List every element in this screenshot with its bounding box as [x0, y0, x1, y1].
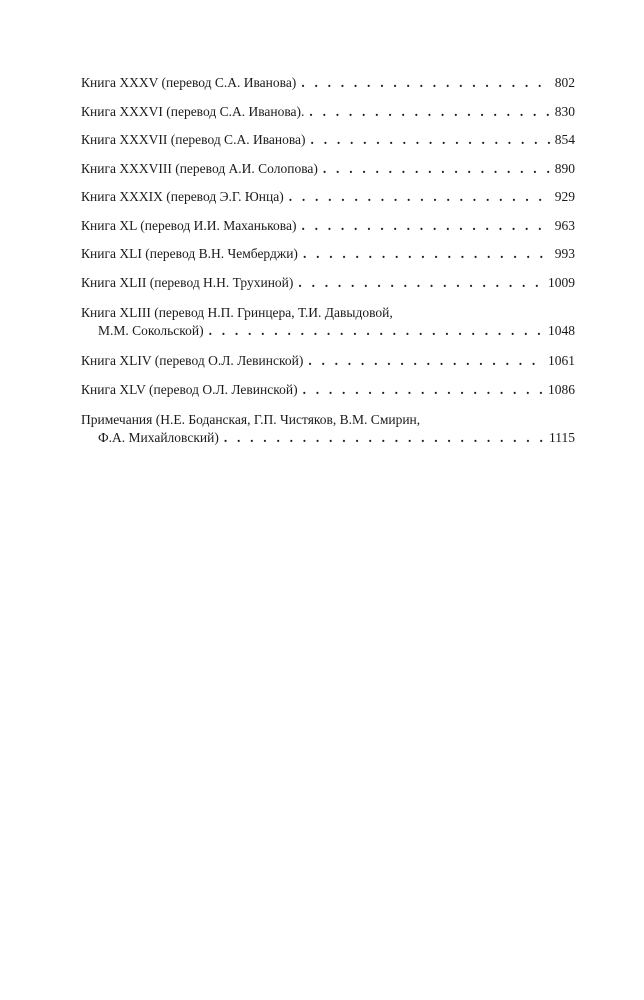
dot-leader	[289, 188, 551, 206]
dot-leader	[309, 103, 550, 121]
toc-entry-title: Книга XL (перевод И.И. Маханькова)	[81, 217, 297, 233]
toc-entry-page: 1061	[548, 353, 575, 368]
dot-leader	[301, 217, 550, 235]
dot-leader	[308, 352, 544, 370]
toc-entry	[81, 411, 575, 447]
toc-entry-page: 1009	[548, 274, 575, 290]
toc-entry-page: 929	[554, 189, 575, 204]
dot-leader	[301, 74, 550, 92]
toc-entry-title: Книга XXXVII (перевод С.А. Иванова)	[81, 132, 306, 147]
dot-leader	[224, 429, 545, 447]
toc-entry-page: 1048	[548, 323, 575, 338]
dot-leader	[303, 245, 551, 263]
toc-entry	[81, 352, 575, 381]
toc-entry	[81, 103, 575, 132]
toc-entry-page: 963	[554, 217, 575, 233]
toc-entry-title: Книга XLI (перевод В.Н. Чемберджи)	[81, 246, 298, 261]
toc-entry-page: 830	[554, 103, 575, 119]
toc-entry-page: 802	[554, 75, 575, 90]
dot-leader	[209, 322, 544, 340]
toc-entry-title: Книга XLV (перевод О.Л. Левинской)	[81, 381, 298, 397]
toc-entry-title: Книга XLII (перевод Н.Н. Трухиной)	[81, 274, 294, 290]
toc-entry	[81, 245, 575, 274]
dot-leader	[311, 131, 551, 149]
toc-entry	[81, 304, 575, 340]
toc-entry	[81, 160, 575, 189]
toc-entry	[81, 188, 575, 217]
toc-entry-title: Книга XLIV (перевод О.Л. Левинской)	[81, 353, 304, 368]
table-of-contents	[81, 74, 575, 459]
toc-entry	[81, 131, 575, 160]
toc-entry-page: 993	[554, 246, 575, 261]
toc-entry-title: Книга XXXV (перевод С.А. Иванова)	[81, 75, 297, 90]
toc-entry	[81, 217, 575, 246]
toc-entry	[81, 274, 575, 303]
dot-leader	[303, 381, 544, 399]
dot-leader	[298, 274, 544, 292]
toc-entry-title: Книга XXXIX (перевод Э.Г. Юнца)	[81, 189, 284, 204]
toc-entry-page: 854	[554, 132, 575, 147]
toc-entry-title: Книга XLIII (перевод Н.П. Гринцера, Т.И. Давыдовой,	[81, 305, 393, 320]
toc-entry-title: Книга XXXVI (перевод С.А. Иванова).	[81, 103, 305, 119]
toc-entry-title-continued: Ф.А. Михайловский)	[98, 430, 219, 445]
toc-entry-page: 1086	[548, 381, 575, 397]
toc-entry-title: Книга XXXVIII (перевод А.И. Солопова)	[81, 160, 318, 176]
toc-entry-page: 890	[554, 160, 575, 176]
dot-leader	[323, 160, 551, 178]
toc-entry-title: Примечания (Н.Е. Боданская, Г.П. Чистяков, В.М. Смирин,	[81, 412, 421, 427]
toc-entry	[81, 74, 575, 103]
toc-entry-page: 1115	[549, 430, 575, 445]
toc-entry-title-continued: М.М. Сокольской)	[98, 323, 204, 338]
toc-entry	[81, 381, 575, 410]
